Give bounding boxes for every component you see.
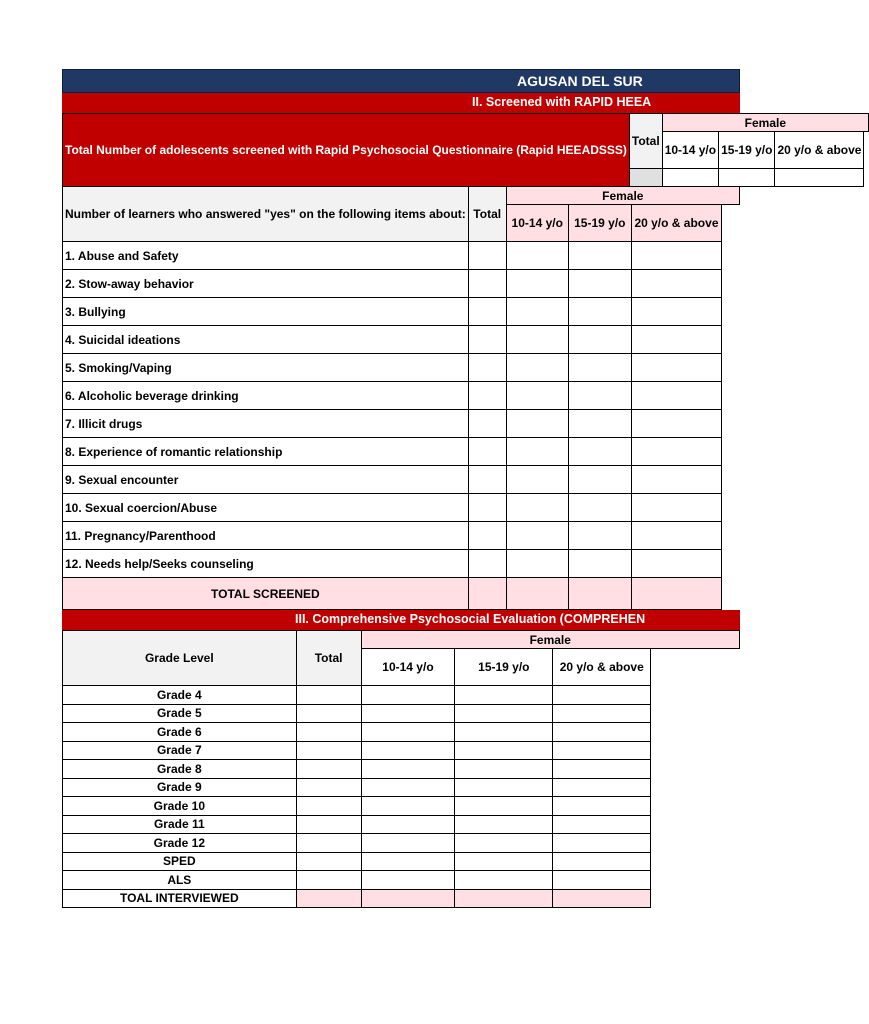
data-cell[interactable] <box>455 723 553 742</box>
data-cell[interactable] <box>553 686 651 705</box>
table-row <box>63 270 740 298</box>
item-label: 3. Bullying <box>63 298 469 326</box>
item-label: 8. Experience of romantic relationship <box>63 438 469 466</box>
items-total-header: Total <box>468 187 506 242</box>
data-cell[interactable] <box>455 760 553 779</box>
data-cell[interactable] <box>455 778 553 797</box>
screened-total-cell[interactable] <box>629 169 662 187</box>
grade-label: Grade 12 <box>63 834 297 853</box>
data-cell[interactable] <box>468 382 506 410</box>
data-cell[interactable] <box>568 550 631 578</box>
item-label: 9. Sexual encounter <box>63 466 469 494</box>
grade-label: Grade 5 <box>63 704 297 723</box>
data-cell[interactable] <box>506 382 568 410</box>
data-cell[interactable] <box>455 852 553 871</box>
data-cell[interactable] <box>631 410 721 438</box>
data-cell[interactable] <box>296 760 361 779</box>
items-age-10-14-header: 10-14 y/o <box>506 205 568 242</box>
data-cell[interactable] <box>361 723 455 742</box>
data-cell[interactable] <box>506 550 568 578</box>
table-row <box>63 494 740 522</box>
table-row <box>63 354 740 382</box>
data-cell[interactable] <box>553 741 651 760</box>
data-cell[interactable] <box>361 834 455 853</box>
data-cell[interactable] <box>468 438 506 466</box>
data-cell[interactable] <box>568 382 631 410</box>
grade-age-10-14-header: 10-14 y/o <box>361 649 455 686</box>
item-label: 1. Abuse and Safety <box>63 242 469 270</box>
screened-15-19-cell[interactable] <box>719 169 775 187</box>
age-15-19-header: 15-19 y/o <box>719 132 775 169</box>
item-label: 2. Stow-away behavior <box>63 270 469 298</box>
table-row <box>63 815 740 834</box>
data-cell[interactable] <box>553 778 651 797</box>
table-row <box>63 522 740 550</box>
data-cell[interactable] <box>506 466 568 494</box>
data-cell[interactable] <box>631 270 721 298</box>
data-cell[interactable] <box>553 834 651 853</box>
data-cell[interactable] <box>455 704 553 723</box>
total-cell[interactable] <box>455 889 553 908</box>
data-cell[interactable] <box>296 815 361 834</box>
data-cell[interactable] <box>455 797 553 816</box>
total-cell[interactable] <box>361 889 455 908</box>
data-cell[interactable] <box>361 797 455 816</box>
data-cell[interactable] <box>361 741 455 760</box>
items-age-20-above-header: 20 y/o & above <box>631 205 721 242</box>
data-cell[interactable] <box>506 354 568 382</box>
data-cell[interactable] <box>468 242 506 270</box>
table-row <box>63 326 740 354</box>
data-cell[interactable] <box>568 270 631 298</box>
data-cell[interactable] <box>296 741 361 760</box>
question-label: Number of learners who answered "yes" on the following items about: <box>63 187 469 242</box>
table-row <box>63 466 740 494</box>
data-cell[interactable] <box>455 815 553 834</box>
table-row <box>63 704 740 723</box>
table-row <box>63 723 740 742</box>
data-cell[interactable] <box>506 270 568 298</box>
data-cell[interactable] <box>468 326 506 354</box>
table-row <box>63 410 740 438</box>
total-cell[interactable] <box>553 889 651 908</box>
items-age-15-19-header: 15-19 y/o <box>568 205 631 242</box>
data-cell[interactable] <box>553 704 651 723</box>
table-row <box>63 741 740 760</box>
grade-table <box>62 630 740 908</box>
grade-age-15-19-header: 15-19 y/o <box>455 649 553 686</box>
total-cell[interactable] <box>296 889 361 908</box>
data-cell[interactable] <box>631 326 721 354</box>
table-row <box>63 382 740 410</box>
data-cell[interactable] <box>631 494 721 522</box>
data-cell[interactable] <box>631 522 721 550</box>
data-cell[interactable] <box>568 354 631 382</box>
province-banner <box>62 69 740 93</box>
screened-label: Total Number of adolescents screened with Rapid Psychosocial Questionnaire (Rapid HEEADSSS) <box>63 114 630 187</box>
data-cell[interactable] <box>568 298 631 326</box>
section2-title: II. Screened with RAPID HEEA <box>472 95 652 109</box>
data-cell[interactable] <box>568 438 631 466</box>
grade-label: Grade 10 <box>63 797 297 816</box>
item-label: 11. Pregnancy/Parenthood <box>63 522 469 550</box>
grade-label: Grade 8 <box>63 760 297 779</box>
table-row <box>63 778 740 797</box>
data-cell[interactable] <box>296 834 361 853</box>
data-cell[interactable] <box>631 242 721 270</box>
section2-banner <box>62 93 740 113</box>
data-cell[interactable] <box>631 354 721 382</box>
items-female-header: Female <box>506 187 739 205</box>
data-cell[interactable] <box>455 871 553 890</box>
data-cell[interactable] <box>296 778 361 797</box>
item-label: 5. Smoking/Vaping <box>63 354 469 382</box>
table-row <box>63 852 740 871</box>
grade-label: Grade 11 <box>63 815 297 834</box>
data-cell[interactable] <box>361 760 455 779</box>
data-cell[interactable] <box>468 270 506 298</box>
grade-female-header: Female <box>361 631 739 649</box>
grade-label: ALS <box>63 871 297 890</box>
data-cell[interactable] <box>468 298 506 326</box>
province-title: AGUSAN DEL SUR <box>517 73 643 89</box>
data-cell[interactable] <box>361 815 455 834</box>
data-cell[interactable] <box>631 550 721 578</box>
data-cell[interactable] <box>568 522 631 550</box>
age-20-above-header: 20 y/o & above <box>775 132 864 169</box>
yes-items-table <box>62 186 740 610</box>
grade-total-header: Total <box>296 631 361 686</box>
total-interviewed-label: TOAL INTERVIEWED <box>63 889 297 908</box>
grade-label: Grade 7 <box>63 741 297 760</box>
grade-label: Grade 9 <box>63 778 297 797</box>
data-cell[interactable] <box>468 354 506 382</box>
data-cell[interactable] <box>296 797 361 816</box>
data-cell[interactable] <box>468 410 506 438</box>
grade-age-20-above-header: 20 y/o & above <box>553 649 651 686</box>
data-cell[interactable] <box>568 242 631 270</box>
item-label: 7. Illicit drugs <box>63 410 469 438</box>
data-cell[interactable] <box>553 760 651 779</box>
data-cell[interactable] <box>296 871 361 890</box>
data-cell[interactable] <box>455 834 553 853</box>
table-row <box>63 871 740 890</box>
screened-table <box>62 113 869 187</box>
screened-20-above-cell[interactable] <box>775 169 864 187</box>
female-header: Female <box>662 114 868 132</box>
data-cell[interactable] <box>468 550 506 578</box>
data-cell[interactable] <box>506 326 568 354</box>
total-cell[interactable] <box>468 578 506 610</box>
data-cell[interactable] <box>553 852 651 871</box>
data-cell[interactable] <box>506 242 568 270</box>
total-screened-row <box>63 578 740 610</box>
age-10-14-header: 10-14 y/o <box>662 132 718 169</box>
data-cell[interactable] <box>553 797 651 816</box>
data-cell[interactable] <box>568 466 631 494</box>
table-row <box>63 797 740 816</box>
item-label: 4. Suicidal ideations <box>63 326 469 354</box>
data-cell[interactable] <box>568 326 631 354</box>
data-cell[interactable] <box>506 298 568 326</box>
data-cell[interactable] <box>553 723 651 742</box>
table-row <box>63 686 740 705</box>
table-row <box>63 298 740 326</box>
data-cell[interactable] <box>361 704 455 723</box>
data-cell[interactable] <box>296 686 361 705</box>
data-cell[interactable] <box>568 410 631 438</box>
grade-label: Grade 4 <box>63 686 297 705</box>
grade-level-header: Grade Level <box>63 631 297 686</box>
data-cell[interactable] <box>361 778 455 797</box>
table-row <box>63 760 740 779</box>
table-row <box>63 550 740 578</box>
total-interviewed-row <box>63 889 740 908</box>
data-cell[interactable] <box>296 723 361 742</box>
data-cell[interactable] <box>361 871 455 890</box>
data-cell[interactable] <box>361 686 455 705</box>
total-cell[interactable] <box>568 578 631 610</box>
data-cell[interactable] <box>553 871 651 890</box>
data-cell[interactable] <box>568 494 631 522</box>
table-row <box>63 242 740 270</box>
item-label: 10. Sexual coercion/Abuse <box>63 494 469 522</box>
data-cell[interactable] <box>455 686 553 705</box>
section3-title: III. Comprehensive Psychosocial Evaluation (COMPREHEN <box>295 612 646 626</box>
data-cell[interactable] <box>296 704 361 723</box>
data-cell[interactable] <box>506 438 568 466</box>
data-cell[interactable] <box>296 852 361 871</box>
item-label: 6. Alcoholic beverage drinking <box>63 382 469 410</box>
data-cell[interactable] <box>468 466 506 494</box>
total-screened-label: TOTAL SCREENED <box>63 578 469 610</box>
total-cell[interactable] <box>506 578 568 610</box>
screened-10-14-cell[interactable] <box>662 169 718 187</box>
data-cell[interactable] <box>553 815 651 834</box>
data-cell[interactable] <box>468 522 506 550</box>
table-row <box>63 834 740 853</box>
data-cell[interactable] <box>631 298 721 326</box>
data-cell[interactable] <box>631 382 721 410</box>
data-cell[interactable] <box>468 494 506 522</box>
data-cell[interactable] <box>361 852 455 871</box>
data-cell[interactable] <box>631 466 721 494</box>
data-cell[interactable] <box>506 522 568 550</box>
data-cell[interactable] <box>631 438 721 466</box>
item-label: 12. Needs help/Seeks counseling <box>63 550 469 578</box>
data-cell[interactable] <box>506 494 568 522</box>
data-cell[interactable] <box>455 741 553 760</box>
data-cell[interactable] <box>506 410 568 438</box>
grade-label: SPED <box>63 852 297 871</box>
grade-label: Grade 6 <box>63 723 297 742</box>
total-header: Total <box>629 114 662 169</box>
table-row <box>63 438 740 466</box>
section3-banner <box>62 610 740 630</box>
total-cell[interactable] <box>631 578 721 610</box>
